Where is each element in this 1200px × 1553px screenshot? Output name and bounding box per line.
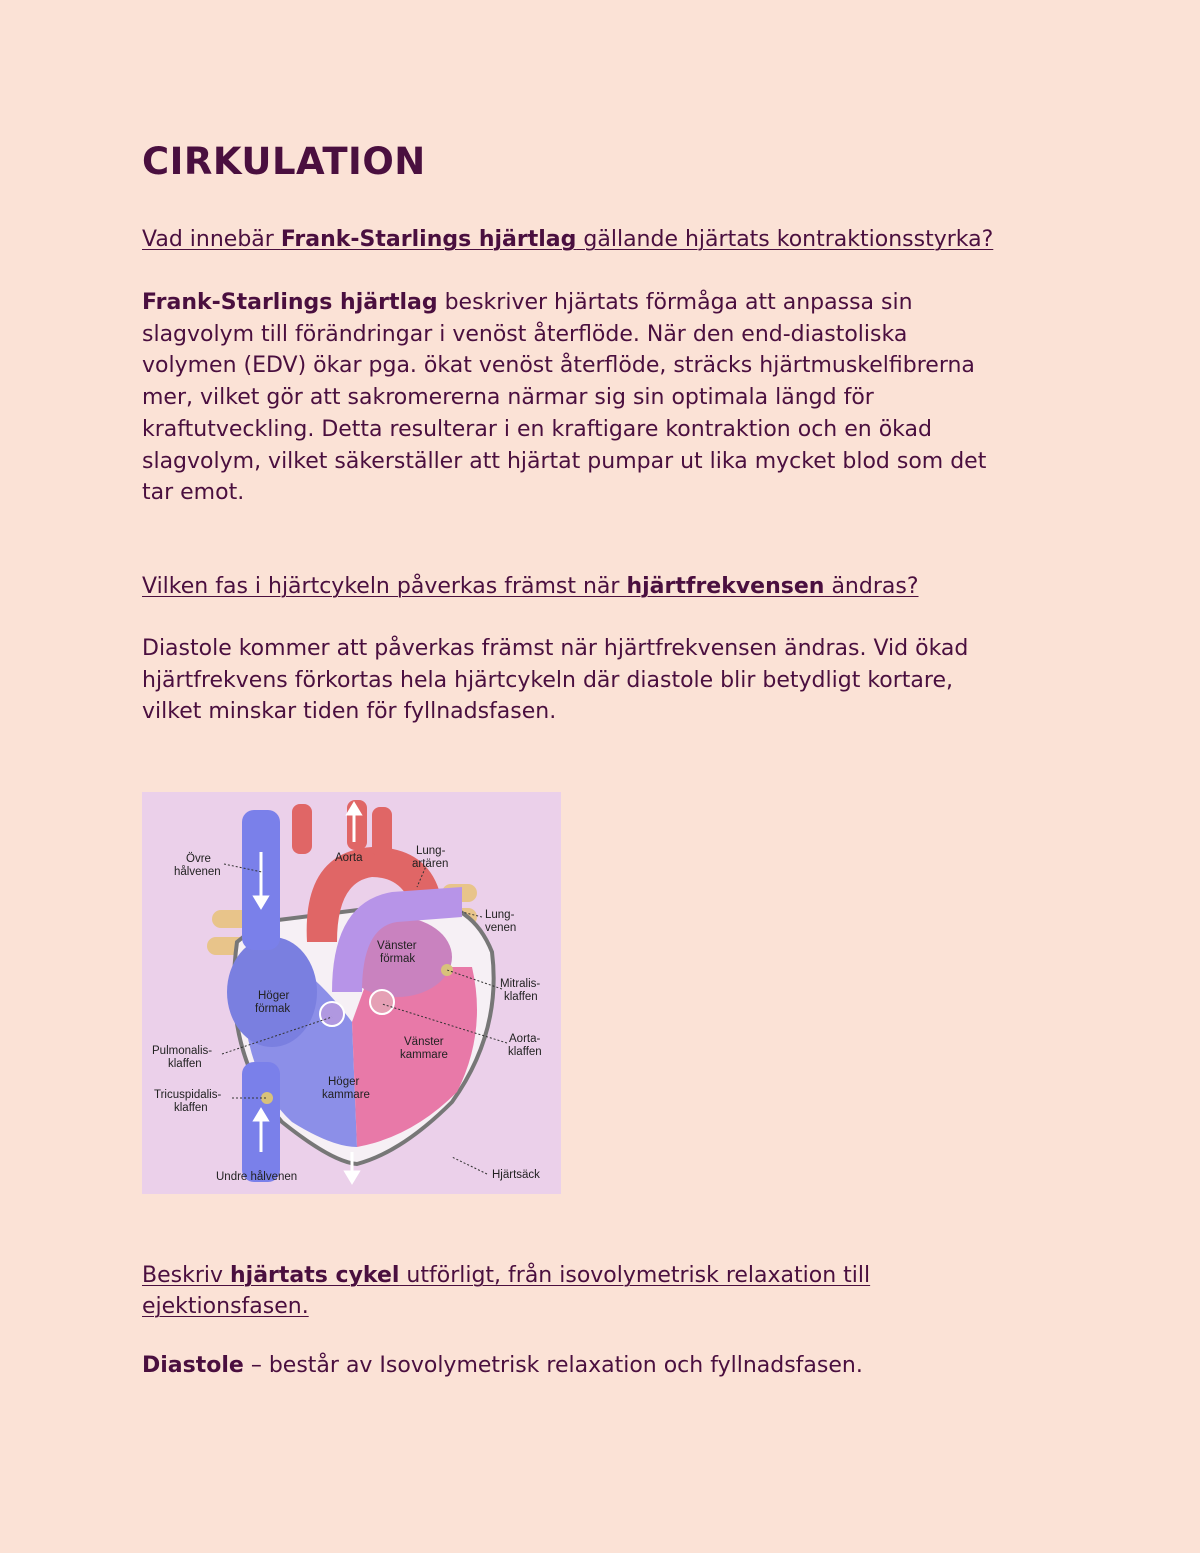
q1-pre: Vad innebär bbox=[142, 227, 281, 252]
q3-pre: Beskriv bbox=[142, 1263, 230, 1288]
aortic-valve bbox=[370, 990, 394, 1014]
label-hoger-kammare-2: kammare bbox=[322, 1089, 370, 1101]
a1-line3: volymen (EDV) ökar pga. ökat venöst återflöde, sträcks hjärtmuskelfibrerna bbox=[142, 353, 975, 379]
q3-bold: hjärtats cykel bbox=[230, 1263, 400, 1288]
question-frank-starling bbox=[142, 224, 993, 255]
q2-post: ändras? bbox=[824, 574, 919, 599]
a3-bold: Diastole bbox=[142, 1353, 244, 1378]
q2-pre: Vilken fas i hjärtcykeln påverkas främst när bbox=[142, 574, 627, 599]
label-aortaklaffen-2: klaffen bbox=[508, 1046, 542, 1058]
label-hjartsack: Hjärtsäck bbox=[492, 1169, 540, 1181]
label-vanster-formak-2: förmak bbox=[380, 953, 416, 965]
q2-bold: hjärtfrekvensen bbox=[626, 574, 825, 599]
label-hoger-formak-2: förmak bbox=[255, 1003, 291, 1015]
label-vanster-kammare-2: kammare bbox=[400, 1049, 448, 1061]
pulmonary-valve bbox=[320, 1002, 344, 1026]
label-mitralis-1: Mitralis- bbox=[500, 978, 541, 990]
tricuspid-valve bbox=[261, 1092, 273, 1104]
heart-diagram-svg bbox=[142, 792, 561, 1194]
a1-line6: slagvolym, vilket säkerställer att hjärtat pumpar ut lika mycket blod som det bbox=[142, 448, 987, 474]
label-tricuspidalis-1: Tricuspidalis- bbox=[154, 1089, 222, 1101]
mitral-valve bbox=[441, 964, 453, 976]
label-ovre-2: hålvenen bbox=[174, 866, 221, 878]
a2-line3: vilket minskar tiden för fyllnadsfasen. bbox=[142, 699, 557, 725]
label-pulmonalis-2: klaffen bbox=[168, 1058, 202, 1070]
a1-line2: slagvolym till förändringar i venöst återflöde. När den end-diastoliska bbox=[142, 321, 908, 347]
answer-frank-starling bbox=[142, 287, 1072, 509]
a1-line1: beskriver hjärtats förmåga att anpassa sin bbox=[437, 290, 913, 315]
a1-bold: Frank-Starlings hjärtlag bbox=[142, 290, 438, 315]
label-mitralis-2: klaffen bbox=[504, 991, 538, 1003]
aorta-branch-1 bbox=[292, 804, 312, 854]
a3-post: – består av Isovolymetrisk relaxation och fyllnadsfasen. bbox=[243, 1353, 863, 1378]
label-lungvenen-2: venen bbox=[485, 922, 517, 934]
q3-post: utförligt, från isovolymetrisk relaxation till bbox=[399, 1263, 871, 1288]
label-vanster-kammare-1: Vänster bbox=[404, 1036, 444, 1048]
a2-line1: Diastole kommer att påverkas främst när hjärtfrekvensen ändras. Vid ökad bbox=[142, 636, 969, 661]
q1-post: gällande hjärtats kontraktionsstyrka? bbox=[576, 227, 994, 252]
q3-line2: ejektionsfasen. bbox=[142, 1294, 309, 1319]
label-hoger-formak-1: Höger bbox=[258, 990, 290, 1002]
a1-line4: mer, vilket gör att sakromererna närmar sig sin optimala längd för bbox=[142, 385, 874, 411]
aorta-branch-3 bbox=[372, 807, 392, 857]
label-lungvenen-1: Lung- bbox=[485, 909, 515, 921]
label-aortaklaffen-1: Aorta- bbox=[509, 1033, 541, 1045]
answer-heart-rate bbox=[142, 633, 1072, 728]
label-vanster-formak-1: Vänster bbox=[377, 940, 417, 952]
question-heart-cycle bbox=[142, 1260, 870, 1322]
label-pulmonalis-1: Pulmonalis- bbox=[152, 1045, 213, 1057]
heart-diagram bbox=[142, 792, 561, 1194]
label-undre-halvenen: Undre hålvenen bbox=[216, 1171, 298, 1183]
label-ovre-1: Övre bbox=[186, 853, 211, 865]
page-title: CIRKULATION bbox=[142, 140, 426, 183]
label-tricuspidalis-2: klaffen bbox=[174, 1102, 208, 1114]
label-hoger-kammare-1: Höger bbox=[328, 1076, 360, 1088]
answer-diastole bbox=[142, 1350, 1072, 1382]
q1-bold: Frank-Starlings hjärtlag bbox=[280, 227, 577, 252]
question-heart-rate bbox=[142, 571, 919, 602]
a1-line5: kraftutveckling. Detta resulterar i en kraftigare kontraktion och en ökad bbox=[142, 416, 932, 442]
label-aorta: Aorta bbox=[335, 852, 363, 864]
a2-line2: hjärtfrekvens förkortas hela hjärtcykeln där diastole blir betydligt kortare, bbox=[142, 667, 953, 693]
a1-line7: tar emot. bbox=[142, 480, 245, 506]
label-lungartaren-1: Lung- bbox=[416, 845, 446, 857]
label-lungartaren-2: artären bbox=[412, 858, 449, 870]
